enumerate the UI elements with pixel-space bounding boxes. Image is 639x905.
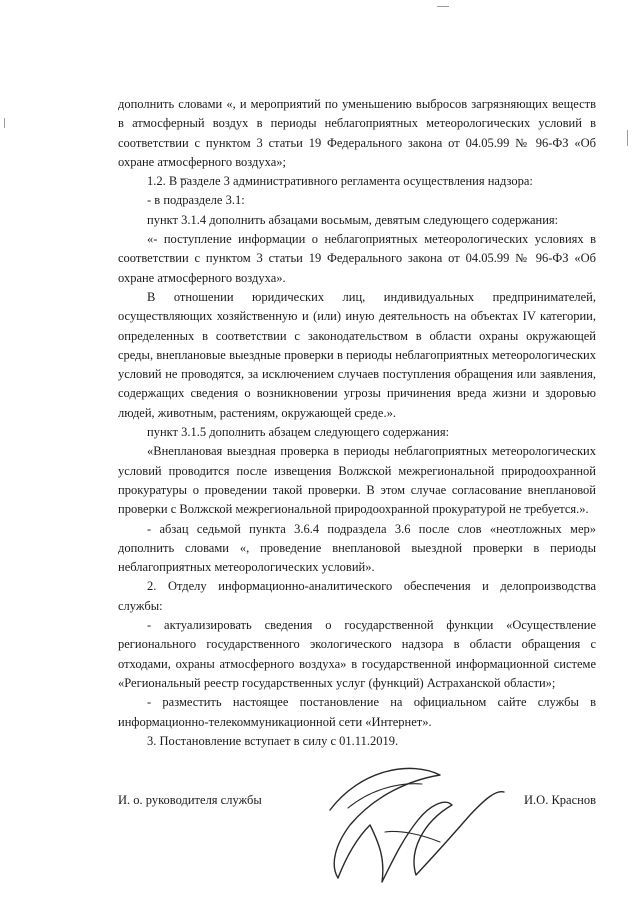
- paragraph: «Внеплановая выездная проверка в периоды неблагоприятных метеорологических условий проводится после извещения Волжской межрегиональной природоохранной прокуратуры о проведении такой проверки. В этом случае согласование внеплановой проверки с Волжской межрегиональной природоохранной прокуратурой не требуется.».: [118, 444, 596, 517]
- paragraph: 3. Постановление вступает в силу с 01.11.2019.: [147, 733, 399, 748]
- scan-artifact-margin-right: [627, 130, 628, 146]
- scan-artifact-margin-left: [4, 118, 5, 128]
- signatory-name: И.О. Краснов: [524, 793, 596, 807]
- paragraph: - актуализировать сведения о государственной функции «Осуществление регионального государственного экологического надзора в области обращения с отходами, охраны атмосферного воздуха» в государственной информационной системе «Региональный реестр государственных услуг (функций) Астраханской области»;: [118, 618, 596, 690]
- paragraph: пункт 3.1.4 дополнить абзацами восьмым, девятым следующего содержания:: [147, 212, 559, 227]
- scan-artifact-top: [437, 6, 449, 7]
- paragraph: 1.2. В разделе 3 административного регламента осуществления надзора:: [147, 174, 533, 189]
- signature-block: [118, 793, 596, 815]
- paragraph: «- поступление информации о неблагоприятных метеорологических условиях в соответствии с пунктом 3 статьи 19 Федерального закона от 04.05.99 № 96-ФЗ «Об охране атмосферного воздуха».: [118, 232, 596, 285]
- paragraph: пункт 3.1.5 дополнить абзацем следующего содержания:: [147, 425, 450, 440]
- paragraph: дополнить словами «, и мероприятий по уменьшению выбросов загрязняющих веществ в атмосферный воздух в периоды неблагоприятных метеорологических условий в соответствии с пунктом 3 статьи 19 Федерального закона от 04.05.99 № 96-ФЗ «Об охране атмосферного воздуха»;: [118, 97, 596, 169]
- paragraph: - разместить настоящее постановление на официальном сайте службы в информационно-телекоммуникационной сети «Интернет».: [118, 695, 596, 729]
- paragraph: - абзац седьмой пункта 3.6.4 подраздела 3.6 после слов «неотложных мер» дополнить словами «, проведение внеплановой выездной проверки в периоды неблагоприятных метеорологических условий».: [118, 521, 596, 575]
- paragraph: 2. Отделу информационно-аналитического обеспечения и делопроизводства службы:: [118, 579, 596, 613]
- paragraph: В отношении юридических лиц, индивидуальных предпринимателей, осуществляющих хозяйственную и (или) иную деятельность на объектах IV категории, определенных в соответствии с законодательством в области охраны окружающей среды, внеплановые выездные проверки в периоды неблагоприятных метеорологических условий не проводятся, за исключением случаев поступления обращения или заявления, содержащих сведения о возникновении угрозы причинения вреда жизни и здоровью людей, животным, растениям, окружающей среде.».: [118, 289, 596, 420]
- signatory-position: И. о. руководителя службы: [118, 793, 262, 807]
- paragraph: - в подразделе 3.1:: [147, 193, 245, 208]
- document-body: [118, 95, 596, 751]
- handwritten-signature: [290, 750, 520, 890]
